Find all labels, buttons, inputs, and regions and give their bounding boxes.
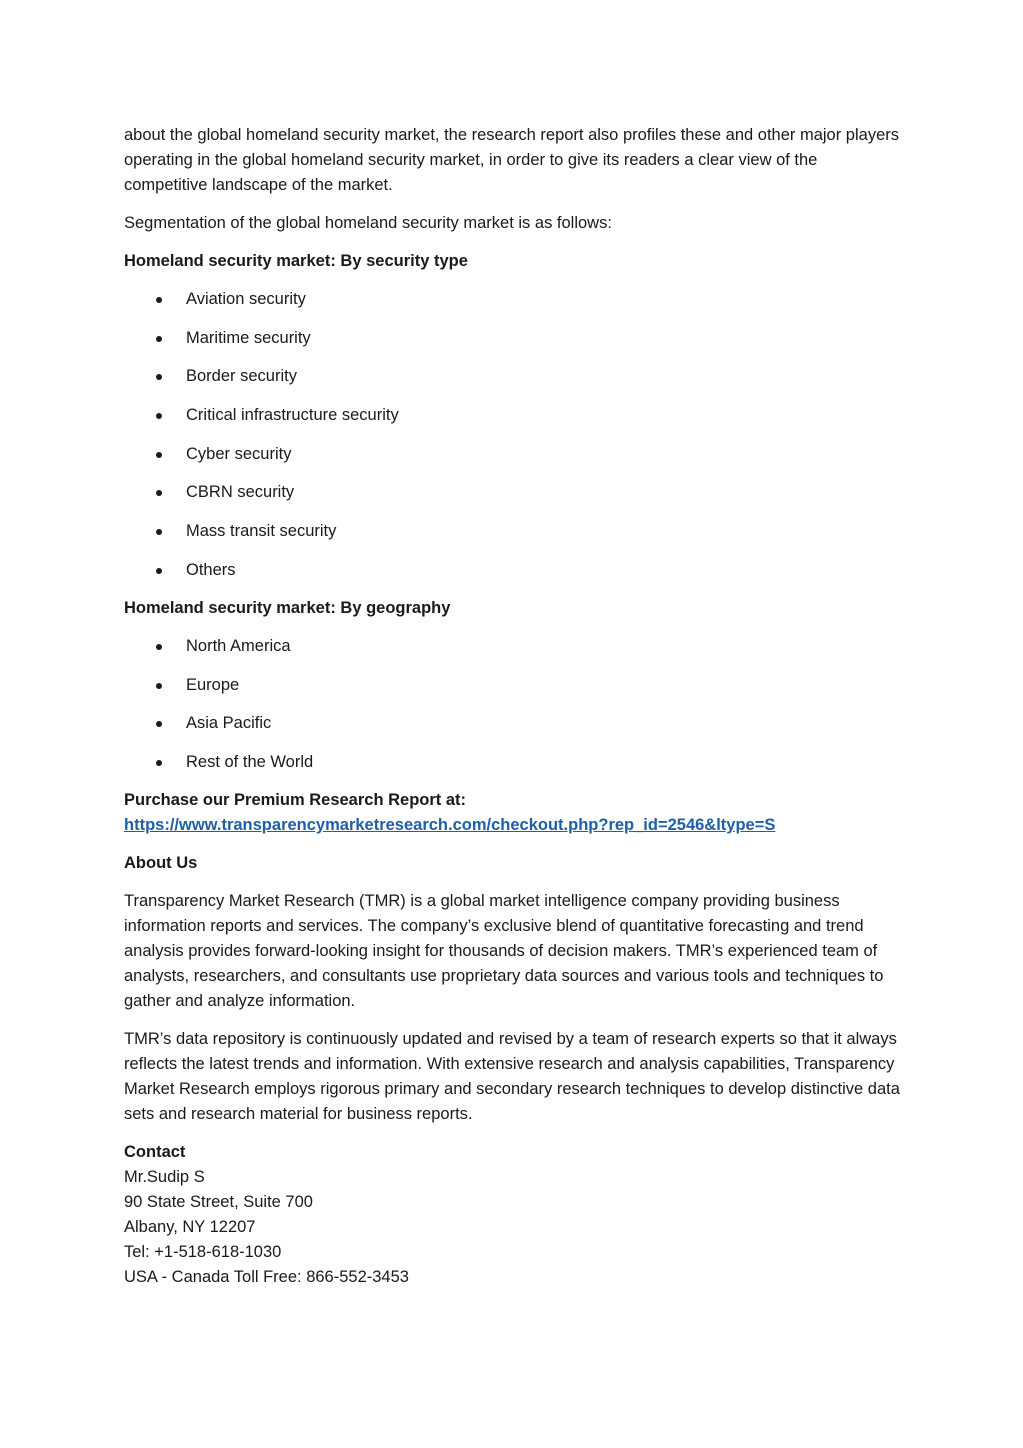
report-checkout-link[interactable]: https://www.transparencymarketresearch.com/checkout.php?rep_id=2546&ltype=S — [124, 815, 776, 834]
list-item — [124, 711, 904, 736]
list-item — [124, 442, 904, 467]
about-paragraph-2: TMR’s data repository is continuously updated and revised by a team of research experts so that it always reflects the latest trends and information. With extensive research and analysis capabilities, Transparency Market Research employs rigorous primary and secondary research techniques to develop distinctive data sets and research material for business reports. — [124, 1029, 900, 1123]
list-item — [124, 634, 904, 659]
intro-paragraph: about the global homeland security market, the research report also profiles these and other major players operating in the global homeland security market, in order to give its readers a clear view of the competitive landscape of the market. — [124, 126, 900, 194]
about-heading: About Us — [124, 853, 198, 872]
contact-address-line-2: Albany, NY 12207 — [124, 1217, 256, 1236]
contact-name: Mr.Sudip S — [124, 1167, 205, 1186]
bullet-icon — [156, 568, 162, 574]
list-item-label: Europe — [186, 675, 240, 694]
list-item — [124, 519, 904, 544]
list-item-label: Border security — [186, 367, 297, 386]
bullet-icon — [156, 297, 162, 303]
bullet-icon — [156, 490, 162, 496]
list-item-label: Mass transit security — [186, 522, 337, 541]
list-item-label: CBRN security — [186, 483, 295, 502]
list-item — [124, 287, 904, 312]
bullet-icon — [156, 529, 162, 535]
list-item — [124, 673, 904, 698]
list-item — [124, 750, 904, 775]
bullet-icon — [156, 336, 162, 342]
list-item — [124, 364, 904, 389]
geography-heading: Homeland security market: By geography — [124, 598, 451, 617]
security-type-heading: Homeland security market: By security type — [124, 252, 468, 270]
bullet-icon — [156, 683, 162, 689]
contact-toll-free: USA - Canada Toll Free: 866-552-3453 — [124, 1267, 409, 1286]
bullet-icon — [156, 413, 162, 419]
contact-section — [124, 1140, 904, 1290]
list-item-label: Rest of the World — [186, 752, 314, 771]
contact-address-line-1: 90 State Street, Suite 700 — [124, 1192, 313, 1211]
contact-heading: Contact — [124, 1142, 186, 1161]
contact-tel: Tel: +1-518-618-1030 — [124, 1242, 282, 1261]
list-item — [124, 480, 904, 505]
bullet-icon — [156, 760, 162, 766]
list-item-label: Cyber security — [186, 444, 292, 463]
document-page — [124, 123, 904, 1290]
purchase-heading: Purchase our Premium Research Report at: — [124, 790, 467, 809]
about-paragraph-1: Transparency Market Research (TMR) is a global market intelligence company providing business information reports and services. The company’s exclusive blend of quantitative forecasting and trend analysis provides forward-looking insight for thousands of decision makers. TMR’s experienced team of analysts, researchers, and consultants use proprietary data sources and various tools and techniques to gather and analyze information. — [124, 891, 884, 1010]
bullet-icon — [156, 644, 162, 650]
list-item-label: Others — [186, 560, 236, 579]
list-item — [124, 558, 904, 583]
list-item-label: Critical infrastructure security — [186, 406, 399, 425]
bullet-icon — [156, 452, 162, 458]
bullet-icon — [156, 374, 162, 380]
list-item — [124, 403, 904, 428]
list-item-label: Aviation security — [186, 290, 306, 308]
list-item-label: Asia Pacific — [186, 714, 272, 733]
purchase-section — [124, 788, 904, 838]
segmentation-intro: Segmentation of the global homeland security market is as follows: — [124, 214, 612, 232]
list-item — [124, 326, 904, 351]
list-item-label: North America — [186, 636, 291, 655]
list-item-label: Maritime security — [186, 328, 311, 347]
security-type-list — [124, 287, 904, 583]
bullet-icon — [156, 721, 162, 727]
geography-list — [124, 634, 904, 775]
